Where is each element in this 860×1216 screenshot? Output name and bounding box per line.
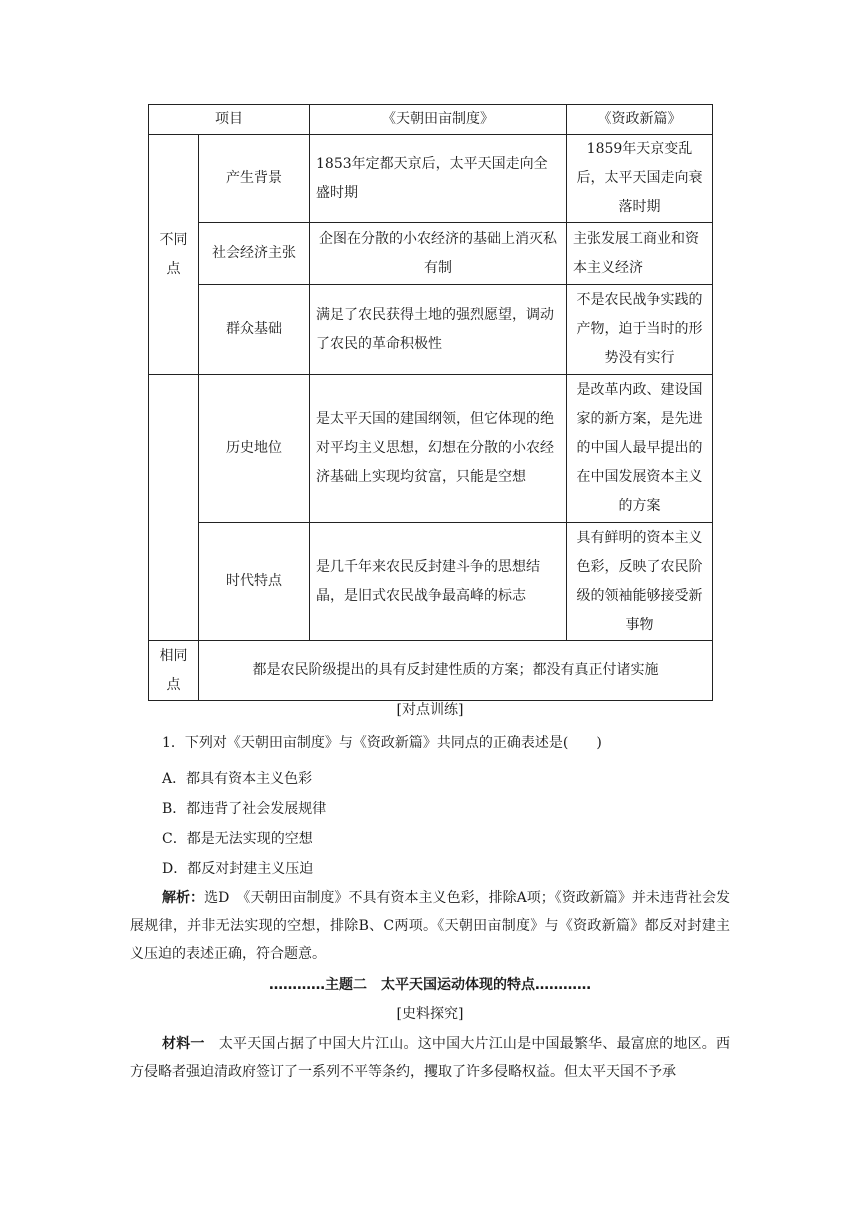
table-header-row	[149, 105, 713, 135]
row-cell-a: 是太平天国的建国纲领，但它体现的绝对平均主义思想，幻想在分散的小农经济基础上实现均贫富，只能是空想	[310, 375, 567, 523]
row-cell-b: 不是农民战争实践的产物，迫于当时的形势没有实行	[567, 285, 713, 375]
option-a: A．都具有资本主义色彩	[162, 771, 313, 787]
material-label: 材料一	[162, 1036, 205, 1052]
row-label: 时代特点	[199, 523, 310, 641]
option-c: C．都是无法实现的空想	[162, 831, 313, 847]
row-cell-a: 满足了农民获得土地的强烈愿望，调动了农民的革命积极性	[310, 285, 567, 375]
row-label: 社会经济主张	[199, 223, 310, 285]
analysis-label: 解析：	[162, 890, 205, 906]
table-row-same	[149, 641, 713, 701]
option-d: D．都反对封建主义压迫	[162, 861, 314, 877]
material-paragraph	[130, 1030, 730, 1086]
training-heading: [对点训练]	[396, 702, 464, 718]
topic-subheading: [史料探究]	[396, 1006, 464, 1022]
same-label: 相同点	[149, 641, 199, 701]
option-b: B．都违背了社会发展规律	[162, 801, 327, 817]
analysis-text: 选D 《天朝田亩制度》不具有资本主义色彩，排除A项；《资政新篇》并未违背社会发展规律，并非无法实现的空想，排除B、C两项。《天朝田亩制度》与《资政新篇》都反对封建主义压迫的表述正确，符合题意。	[130, 890, 731, 962]
row-cell-a: 企图在分散的小农经济的基础上消灭私有制	[310, 223, 567, 285]
comparison-table	[148, 104, 713, 701]
header-col-b: 《资政新篇》	[567, 105, 713, 135]
row-label: 产生背景	[199, 135, 310, 223]
row-cell-a: 1853年定都天京后，太平天国走向全盛时期	[310, 135, 567, 223]
analysis-paragraph	[130, 884, 730, 968]
table-row	[149, 285, 713, 375]
same-text: 都是农民阶级提出的具有反封建性质的方案；都没有真正付诸实施	[199, 641, 713, 701]
row-cell-b: 1859年天京变乱后，太平天国走向衰落时期	[567, 135, 713, 223]
row-label: 群众基础	[199, 285, 310, 375]
row-cell-b: 具有鲜明的资本主义色彩，反映了农民阶级的领袖能够接受新事物	[567, 523, 713, 641]
header-item: 项目	[149, 105, 310, 135]
row-cell-b: 是改革内政、建设国家的新方案，是先进的中国人最早提出的在中国发展资本主义的方案	[567, 375, 713, 523]
question-text: 1．下列对《天朝田亩制度》与《资政新篇》共同点的正确表述是( )	[162, 735, 602, 751]
material-text: 太平天国占据了中国大片江山。这中国大片江山是中国最繁华、最富庶的地区。西方侵略者强迫清政府签订了一系列不平等条约，攫取了许多侵略权益。但太平天国不予承	[130, 1036, 731, 1080]
row-cell-a: 是几千年来农民反封建斗争的思想结晶，是旧式农民战争最高峰的标志	[310, 523, 567, 641]
table-row	[149, 223, 713, 285]
topic-title: …………主题二 太平天国运动体现的特点…………	[269, 977, 591, 993]
table-row	[149, 523, 713, 641]
row-cell-b: 主张发展工商业和资本主义经济	[567, 223, 713, 285]
row-label: 历史地位	[199, 375, 310, 523]
group-blank-cell	[149, 375, 199, 641]
table-row	[149, 135, 713, 223]
table-row	[149, 375, 713, 523]
header-col-a: 《天朝田亩制度》	[310, 105, 567, 135]
group-diff-label: 不同点	[149, 135, 199, 375]
